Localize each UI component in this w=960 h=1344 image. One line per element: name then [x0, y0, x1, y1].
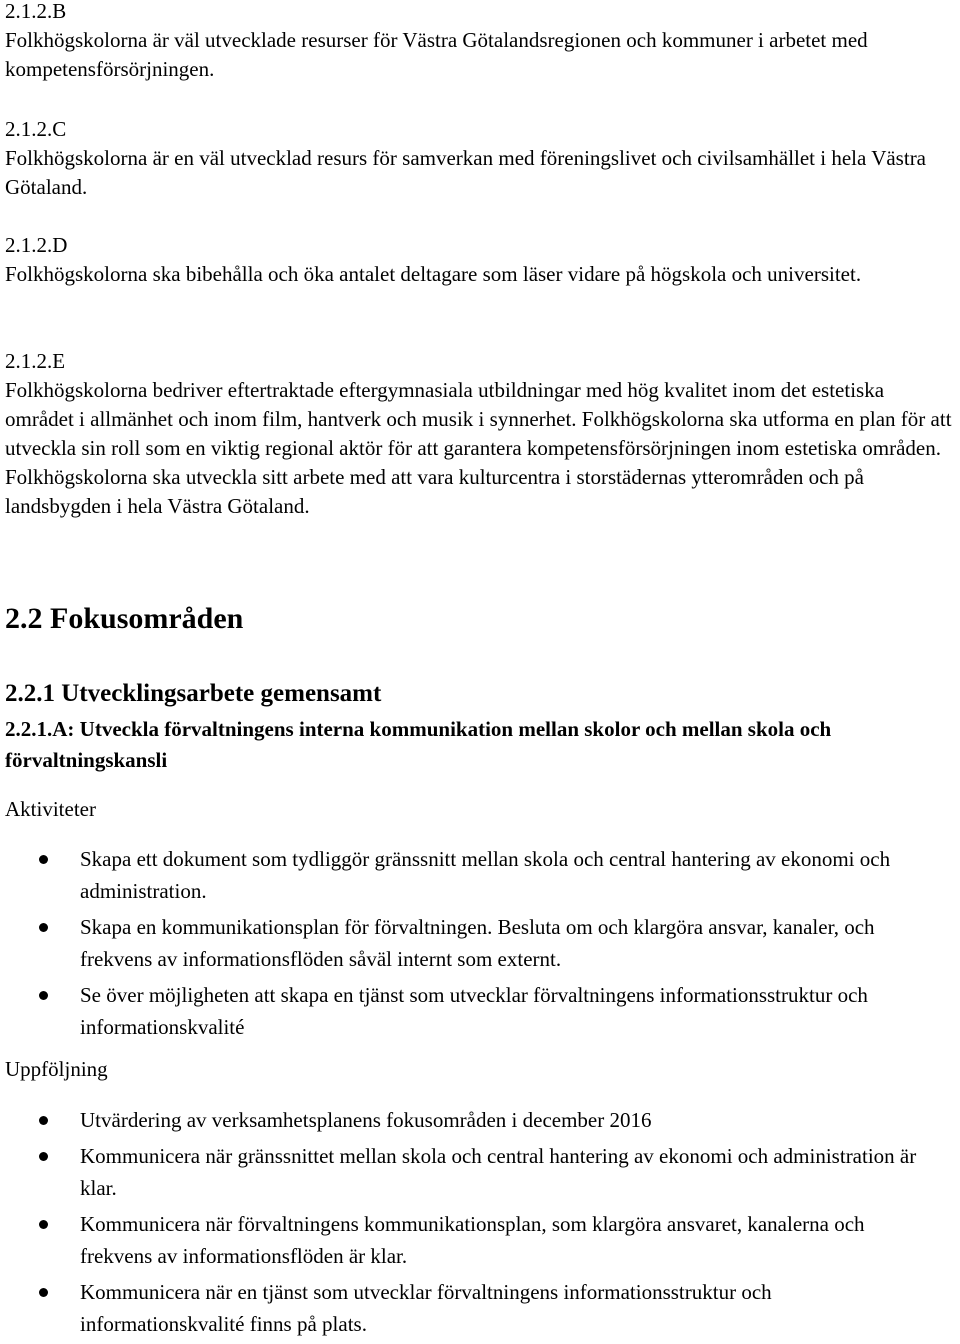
bullet-icon — [39, 991, 48, 1000]
list-item — [0, 1276, 920, 1340]
goal-text: Folkhögskolorna är väl utvecklade resurser för Västra Götalandsregionen och kommuner i arbetet med kompetensförsörjningen. — [5, 28, 868, 81]
followup-label: Uppföljning — [5, 1057, 108, 1081]
bullet-icon — [39, 1220, 48, 1229]
focus-area-title: 2.2.1.A: Utveckla förvaltningens interna kommunikation mellan skolor och mellan skola och förvaltningskansli — [5, 717, 832, 772]
activities-list — [0, 843, 960, 1047]
goal-2-1-2-e — [5, 347, 955, 521]
goal-text: Folkhögskolorna ska bibehålla och öka antalet deltagare som läser vidare på högskola och universitet. — [5, 262, 862, 286]
goal-id: 2.1.2.E — [5, 349, 66, 373]
bullet-icon — [39, 855, 48, 864]
goal-id: 2.1.2.D — [5, 233, 68, 257]
followup-list — [0, 1104, 960, 1344]
list-item-text: Skapa en kommunikationsplan för förvaltningen. Besluta om och klargöra ansvar, kanaler, och frekvens av informationsflöden såväl internt som externt. — [80, 915, 875, 971]
list-item-text: Utvärdering av verksamhetsplanens fokusområden i december 2016 — [80, 1108, 652, 1132]
list-item — [0, 911, 920, 975]
bullet-icon — [39, 1152, 48, 1161]
section-heading: 2.2 Fokusområden — [5, 602, 244, 635]
list-item-text: Skapa ett dokument som tydliggör gränssnitt mellan skola och central hantering av ekonomi och administration. — [80, 847, 891, 903]
goal-text: Folkhögskolorna är en väl utvecklad resurs för samverkan med föreningslivet och civilsamhället i hela Västra Götaland. — [5, 146, 927, 199]
list-item — [0, 1140, 920, 1204]
list-item-text: Se över möjligheten att skapa en tjänst som utvecklar förvaltningens informationsstruktur och informationskvalité — [80, 983, 868, 1039]
bullet-icon — [39, 1288, 48, 1297]
list-item-text: Kommunicera när förvaltningens kommunikationsplan, som klargöra ansvaret, kanalerna och frekvens av informationsflöden är klar. — [80, 1212, 865, 1268]
goal-id: 2.1.2.C — [5, 117, 67, 141]
goal-text: Folkhögskolorna bedriver eftertraktade eftergymnasiala utbildningar med hög kvalitet inom det estetiska området i allmänhet och inom film, hantverk och musik i synnerhet. Folkhögskolorna ska utforma en plan för att utveckla sin roll som en viktig regional aktör för att garantera kompetensförsörjningen inom estetiska områden. Folkhögskolorna ska utveckla sitt arbete med att vara kulturcentra i storstädernas ytterområden och på landsbygden i hela Västra Götaland. — [5, 378, 952, 518]
activities-label: Aktiviteter — [5, 797, 96, 821]
bullet-icon — [39, 1116, 48, 1125]
list-item-text: Kommunicera när gränssnittet mellan skola och central hantering av ekonomi och administration är klar. — [80, 1144, 917, 1200]
list-item-text: Kommunicera när en tjänst som utvecklar förvaltningens informationsstruktur och informationskvalité finns på plats. — [80, 1280, 772, 1336]
list-item — [0, 1208, 920, 1272]
list-item — [0, 979, 920, 1043]
goal-id: 2.1.2.B — [5, 0, 67, 23]
goal-2-1-2-c — [5, 115, 955, 202]
goal-2-1-2-b — [5, 0, 955, 84]
subsection-heading: 2.2.1 Utvecklingsarbete gemensamt — [5, 680, 382, 707]
list-item — [0, 843, 920, 907]
list-item — [0, 1104, 920, 1136]
goal-2-1-2-d — [5, 231, 955, 289]
bullet-icon — [39, 923, 48, 932]
